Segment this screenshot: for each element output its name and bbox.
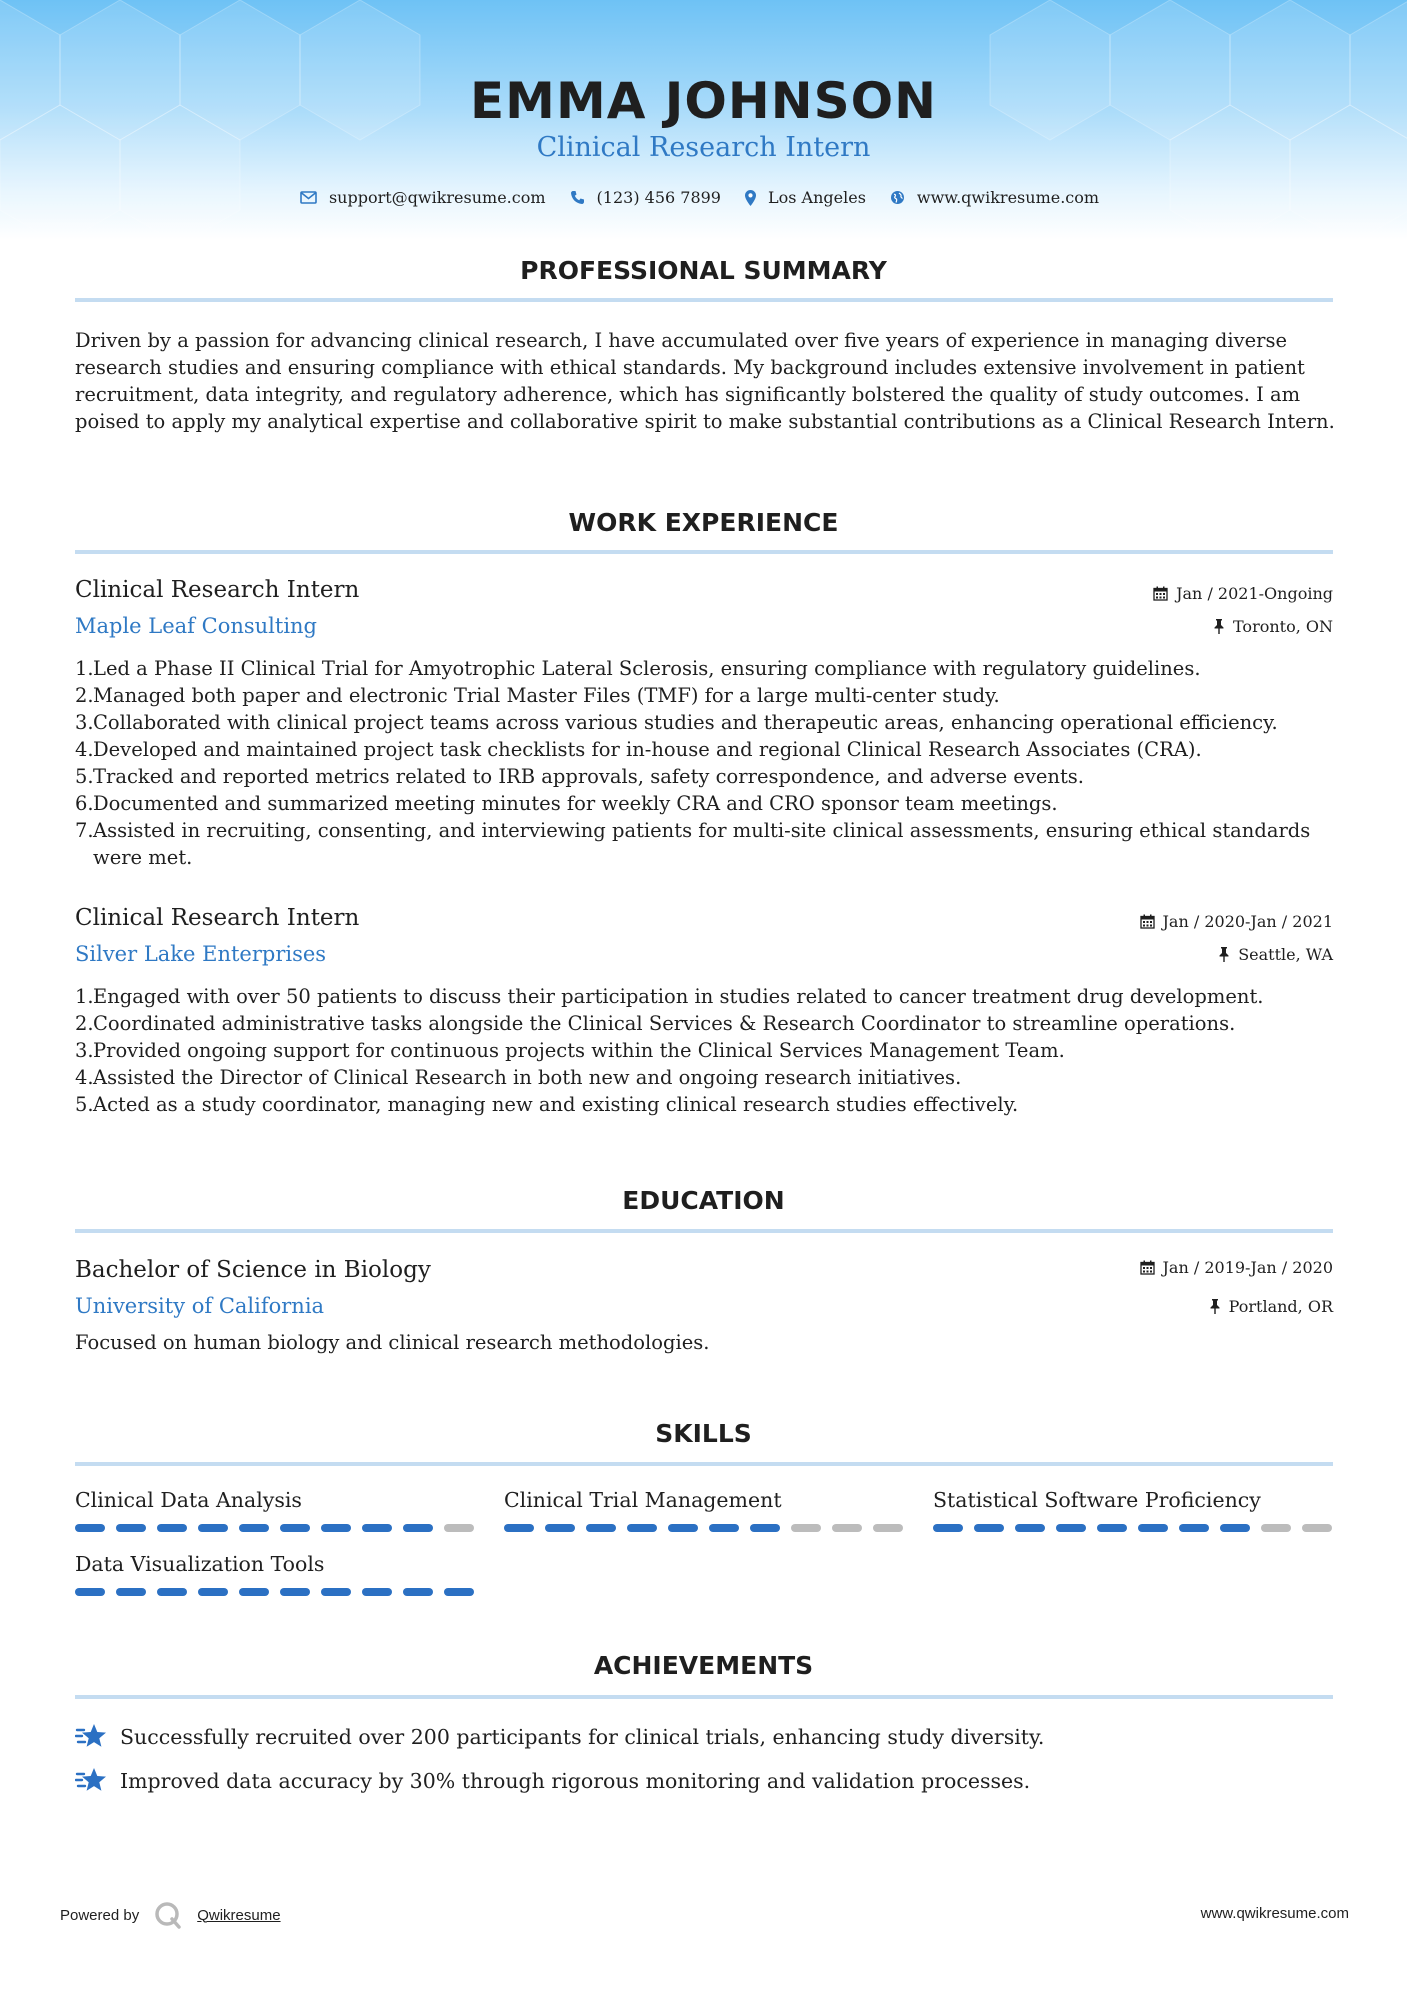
pushpin-icon [1218,947,1230,962]
job-location [1218,945,1333,964]
skill-segment-filled [403,1588,433,1596]
skill-segment-filled [627,1524,657,1532]
education-degree: Bachelor of Science in Biology [75,1257,431,1283]
skill-segment-filled [933,1524,963,1532]
list-item: 7. Assisted in recruiting, consenting, and interviewing patients for multi-site clinical assessments, ensuring ethical standards were met. [75,819,1311,869]
contact-website[interactable] [890,188,1099,207]
skill-segment-filled [1179,1524,1209,1532]
skill-segment-filled [586,1524,616,1532]
skill-item [75,1488,475,1532]
list-item: 6. Documented and summarized meeting minutes for weekly CRA and CRO sponsor team meetings. [75,792,1058,815]
contact-location [745,188,866,207]
footer-site-link[interactable]: www.qwikresume.com [1200,1905,1349,1922]
skill-level-bar [933,1524,1333,1532]
education-description: Focused on human biology and clinical research methodologies. [75,1331,710,1354]
skill-segment-filled [1138,1524,1168,1532]
skill-segment-filled [709,1524,739,1532]
skill-segment-filled [157,1524,187,1532]
skill-segment-filled [198,1524,228,1532]
education-school: University of California [75,1294,325,1318]
skills-divider [75,1462,1333,1466]
skill-segment-filled [668,1524,698,1532]
qwikresume-link[interactable]: Qwikresume [197,1906,281,1924]
list-item: 3. Collaborated with clinical project teams across various studies and therapeutic areas, enhancing operational efficiency. [75,711,1278,734]
job-responsibilities [75,655,1345,871]
skill-segment-filled [116,1588,146,1596]
experience-heading: WORK EXPERIENCE [568,508,839,537]
achievements-divider [75,1695,1333,1699]
star-icon [75,1766,108,1796]
skill-segment-filled [504,1524,534,1532]
skill-segment-filled [750,1524,780,1532]
calendar-icon [1153,586,1168,601]
skill-segment-filled [444,1588,474,1596]
list-item: 2. Managed both paper and electronic Trial Master Files (TMF) for a large multi-center study. [75,684,1000,707]
achievement-text: Improved data accuracy by 30% through rigorous monitoring and validation processes. [120,1769,1031,1793]
skill-item [933,1488,1333,1532]
star-icon [75,1722,108,1752]
job-dates-text: Jan / 2021-Ongoing [1176,584,1333,603]
skills-heading: SKILLS [655,1419,752,1448]
list-item: 1. Engaged with over 50 patients to discuss their participation in studies related to cancer treatment drug development. [75,985,1264,1008]
achievement-item [75,1766,1030,1796]
job-location-text: Toronto, ON [1233,617,1333,636]
education-dates-text: Jan / 2019-Jan / 2020 [1162,1258,1333,1277]
job-dates-text: Jan / 2020-Jan / 2021 [1162,912,1333,931]
qwikresume-logo-icon [153,1900,183,1930]
job-dates [1140,912,1333,931]
envelope-icon [300,191,317,204]
pushpin-icon [1213,619,1225,634]
skill-segment-empty [1261,1524,1291,1532]
skill-name: Clinical Trial Management [504,1488,782,1512]
achievement-text: Successfully recruited over 200 participants for clinical trials, enhancing study diversity. [120,1725,1045,1749]
job-company: Silver Lake Enterprises [75,942,327,966]
skill-level-bar [504,1524,904,1532]
achievements-heading: ACHIEVEMENTS [593,1651,814,1680]
contact-email-text: support@qwikresume.com [328,188,546,207]
skill-segment-filled [198,1588,228,1596]
skill-name: Data Visualization Tools [75,1552,325,1576]
contact-bar [0,188,1407,207]
education-heading: EDUCATION [622,1186,785,1215]
skill-segment-filled [157,1588,187,1596]
skill-segment-filled [1097,1524,1127,1532]
contact-email[interactable] [300,188,546,207]
skill-level-bar [75,1524,475,1532]
calendar-icon [1140,1260,1155,1275]
education-location-text: Portland, OR [1228,1297,1333,1316]
phone-icon [570,190,585,205]
summary-divider [75,298,1333,302]
job-dates [1153,584,1333,603]
skill-segment-filled [239,1588,269,1596]
skill-segment-filled [321,1588,351,1596]
summary-heading: PROFESSIONAL SUMMARY [520,256,887,285]
skill-segment-filled [75,1524,105,1532]
job-title: Clinical Research Intern [75,577,360,603]
contact-phone-text: (123) 456 7899 [596,188,721,207]
skill-segment-filled [239,1524,269,1532]
job-company: Maple Leaf Consulting [75,614,318,638]
skill-segment-filled [403,1524,433,1532]
skill-segment-filled [280,1588,310,1596]
skill-segment-filled [362,1588,392,1596]
skill-name: Clinical Data Analysis [75,1488,302,1512]
skill-segment-filled [280,1524,310,1532]
map-marker-icon [745,190,756,206]
education-dates [1140,1258,1333,1277]
list-item: 1. Led a Phase II Clinical Trial for Amyotrophic Lateral Sclerosis, ensuring compliance with regulatory guidelines. [75,657,1201,680]
skill-segment-filled [1015,1524,1045,1532]
skill-segment-empty [832,1524,862,1532]
achievement-item [75,1722,1044,1752]
skill-segment-filled [1220,1524,1250,1532]
skill-segment-filled [362,1524,392,1532]
list-item: 2. Coordinated administrative tasks alongside the Clinical Services & Research Coordinator to streamline operations. [75,1012,1236,1035]
summary-text: Driven by a passion for advancing clinical research, I have accumulated over five years of experience in managing diverse research studies and ensuring compliance with ethical standards. My background includes extensive involvement in patient recruitment, data integrity, and regulatory adherence, which has significantly bolstered the quality of study outcomes. I am poised to apply my analytical expertise and collaborative spirit to make substantial contributions as a Clinical Research Intern. [75,329,1335,433]
experience-divider [75,550,1333,554]
skill-segment-filled [116,1524,146,1532]
skill-item [504,1488,904,1532]
list-item: 5. Tracked and reported metrics related to IRB approvals, safety correspondence, and adverse events. [75,765,1085,788]
skill-segment-filled [75,1588,105,1596]
skill-segment-filled [974,1524,1004,1532]
skill-item [75,1552,475,1596]
candidate-name: EMMA JOHNSON [470,72,937,130]
contact-website-text: www.qwikresume.com [916,188,1100,207]
footer-branding [60,1900,281,1930]
education-location [1209,1297,1333,1316]
list-item: 4. Assisted the Director of Clinical Research in both new and ongoing research initiatives. [75,1066,962,1089]
job-location-text: Seattle, WA [1238,945,1333,964]
powered-by-label: Powered by [60,1906,140,1924]
candidate-role: Clinical Research Intern [536,132,871,163]
skill-segment-filled [545,1524,575,1532]
globe-icon [890,190,905,205]
job-responsibilities [75,983,1345,1118]
skill-segment-filled [1056,1524,1086,1532]
skill-segment-empty [444,1524,474,1532]
job-title: Clinical Research Intern [75,905,360,931]
skill-segment-empty [1302,1524,1332,1532]
contact-location-text: Los Angeles [767,188,866,207]
education-divider [75,1229,1333,1233]
skill-segment-filled [321,1524,351,1532]
skill-segment-empty [873,1524,903,1532]
skill-level-bar [75,1588,475,1596]
contact-phone[interactable] [570,188,721,207]
pushpin-icon [1209,1299,1221,1314]
skill-name: Statistical Software Proficiency [933,1488,1261,1512]
list-item: 3. Provided ongoing support for continuous projects within the Clinical Services Management Team. [75,1039,1065,1062]
skill-segment-empty [791,1524,821,1532]
job-location [1213,617,1333,636]
list-item: 4. Developed and maintained project task checklists for in-house and regional Clinical Research Associates (CRA). [75,738,1202,761]
calendar-icon [1140,914,1155,929]
list-item: 5. Acted as a study coordinator, managing new and existing clinical research studies effectively. [75,1093,1019,1116]
